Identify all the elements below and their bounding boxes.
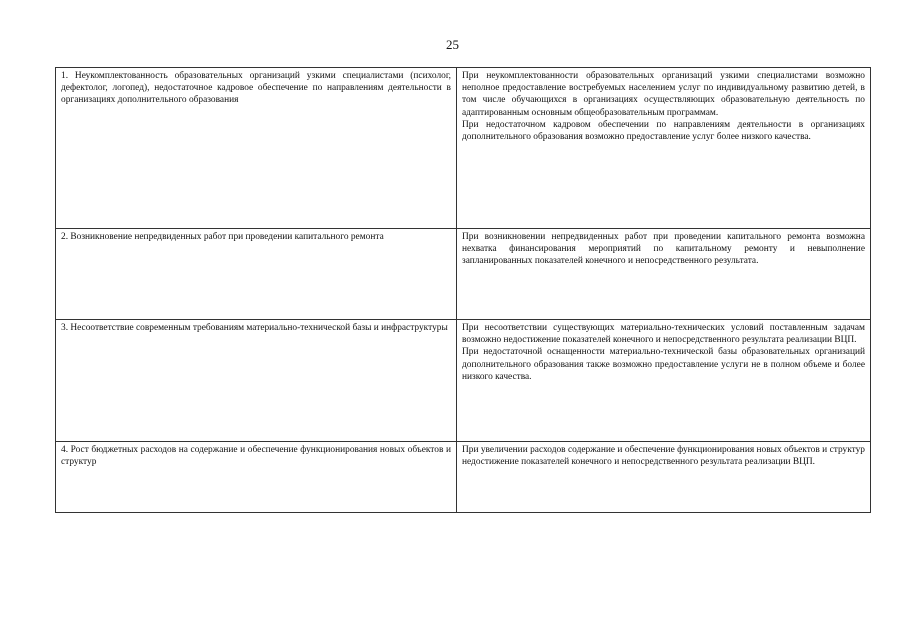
table-row (56, 68, 871, 229)
consequence-cell (457, 442, 871, 513)
risk-text: 4. Рост бюджетных расходов на содержание и обеспечение функционирования новых объектов и структур (61, 445, 451, 468)
table-row (56, 229, 871, 320)
page-number: 25 (446, 37, 459, 52)
risk-cell (56, 229, 457, 320)
risk-cell (56, 442, 457, 513)
risk-cell (56, 68, 457, 229)
consequence-text: При увеличении расходов содержание и обеспечение функционирования новых объектов и структур недостижение показателей конечного и непосредственного результата реализации ВЦП. (462, 445, 865, 468)
consequence-text: При неукомплектованности образовательных организаций узкими специалистами возможно неполное предоставление востребуемых населением услуг по индивидуальному развитию детей, в том числе обучающихся в организациях осуществляющих образовательную деятельность по адаптированным основным общеобразовательным программам. (462, 71, 865, 118)
consequence-cell (457, 68, 871, 229)
consequence-cell (457, 320, 871, 442)
consequence-cell (457, 229, 871, 320)
risk-text: 1. Неукомплектованность образовательных организаций узкими специалистами (психолог, дефектолог, логопед), недостаточное кадровое обеспечение по направлениям деятельности в организациях дополнительного образования (61, 71, 451, 106)
table-row (56, 320, 871, 442)
table-row (56, 442, 871, 513)
consequence-text: При несоответствии существующих материально-технических условий поставленным задачам возможно недостижение показателей конечного и непосредственного результата реализации ВЦП. (462, 323, 865, 346)
consequence-text: При недостаточной оснащенности материально-технической базы образовательных организаций дополнительного образования также возможно предоставление услуги не в полном объеме и более низкого качества. (462, 347, 865, 382)
risk-cell (56, 320, 457, 442)
consequence-text: При возникновении непредвиденных работ при проведении капитального ремонта возможна нехватка финансирования мероприятий по капитальному ремонту и невыполнение запланированных показателей конечного и непосредственного результата. (462, 232, 865, 267)
risk-text: 2. Возникновение непредвиденных работ при проведении капитального ремонта (61, 232, 384, 242)
risk-table (55, 67, 871, 513)
risk-text: 3. Несоответствие современным требованиям материально-технической базы и инфраструктуры (61, 323, 448, 333)
consequence-text: При недостаточном кадровом обеспечении по направлениям деятельности в организациях дополнительного образования возможно предоставление услуг более низкого качества. (462, 119, 865, 143)
